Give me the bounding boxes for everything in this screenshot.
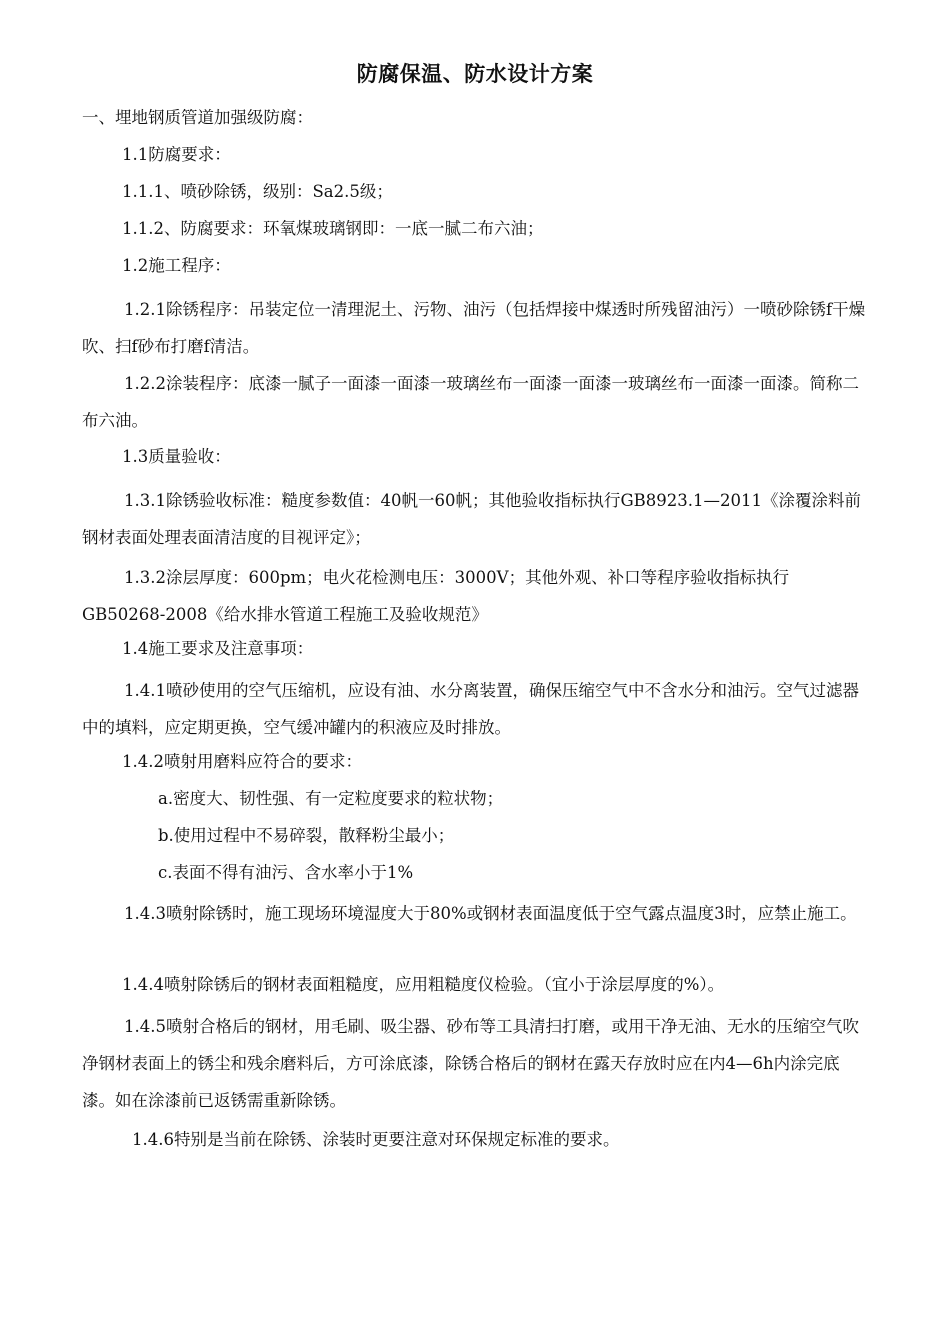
paragraph-1-4-4: 1.4.4喷射除锈后的钢材表面粗糙度，应用粗糙度仪检验。（宜小于涂层厚度的%）。 (122, 975, 725, 994)
paragraph-1-4-2: 1.4.2喷射用磨料应符合的要求： (122, 752, 362, 771)
list-item-a: a.密度大、韧性强、有一定粒度要求的粒状物； (158, 789, 504, 808)
subsection-heading-1-4: 1.4施工要求及注意事项： (122, 639, 314, 658)
paragraph-1-4-6: 1.4.6特别是当前在除锈、涂装时更要注意对环保规定标准的要求。 (132, 1130, 620, 1149)
paragraph-1-1-1: 1.1.1、喷砂除锈，级别：Sa2.5级； (122, 182, 393, 201)
subsection-heading-1-1: 1.1防腐要求： (122, 145, 231, 164)
paragraph-1-4-5: 1.4.5喷射合格后的钢材，用毛刷、吸尘器、砂布等工具清扫打磨，或用干净无油、无水的压缩空气吹净钢材表面上的锈尘和残余磨料后，方可涂底漆，除锈合格后的钢材在露天存放时应在内4—6h内涂完底漆。如在涂漆前已返锈需重新除锈。 (82, 1017, 859, 1110)
list-item-b: b.使用过程中不易碎裂，散释粉尘最小； (158, 826, 455, 845)
subsection-heading-1-3: 1.3质量验收： (122, 447, 231, 466)
section-heading-1: 一、埋地钢质管道加强级防腐： (82, 108, 313, 127)
list-item-c: c.表面不得有油污、含水率小于1% (158, 863, 414, 882)
document-title: 防腐保温、防水设计方案 (356, 62, 594, 86)
paragraph-1-4-3: 1.4.3喷射除锈时，施工现场环境湿度大于80%或钢材表面温度低于空气露点温度3时，应禁止施工。 (124, 904, 857, 923)
paragraph-1-3-1: 1.3.1除锈验收标准：糙度参数值：40帆一60帆；其他验收指标执行GB8923.1—2011《涂覆涂料前钢材表面处理表面清洁度的目视评定》； (82, 491, 862, 547)
paragraph-1-3-2: 1.3.2涂层厚度：600pm；电火花检测电压：3000V；其他外观、补口等程序验收指标执行GB50268-2008《给水排水管道工程施工及验收规范》 (82, 568, 790, 624)
paragraph-1-1-2: 1.1.2、防腐要求：环氧煤玻璃钢即：一底一腻二布六油； (122, 219, 544, 238)
paragraph-1-4-1: 1.4.1喷砂使用的空气压缩机，应设有油、水分离装置，确保压缩空气中不含水分和油污。空气过滤器中的填料，应定期更换，空气缓冲罐内的积液应及时排放。 (82, 681, 859, 737)
subsection-heading-1-2: 1.2施工程序： (122, 256, 231, 275)
paragraph-1-2-1: 1.2.1除锈程序：吊装定位一清理泥土、污物、油污（包括焊接中煤透时所残留油污）一喷砂除锈f干燥吹、扫f砂布打磨f清洁。 (82, 300, 866, 356)
paragraph-1-2-2: 1.2.2涂装程序：底漆一腻子一面漆一面漆一玻璃丝布一面漆一面漆一玻璃丝布一面漆一面漆。简称二布六油。 (82, 374, 859, 430)
